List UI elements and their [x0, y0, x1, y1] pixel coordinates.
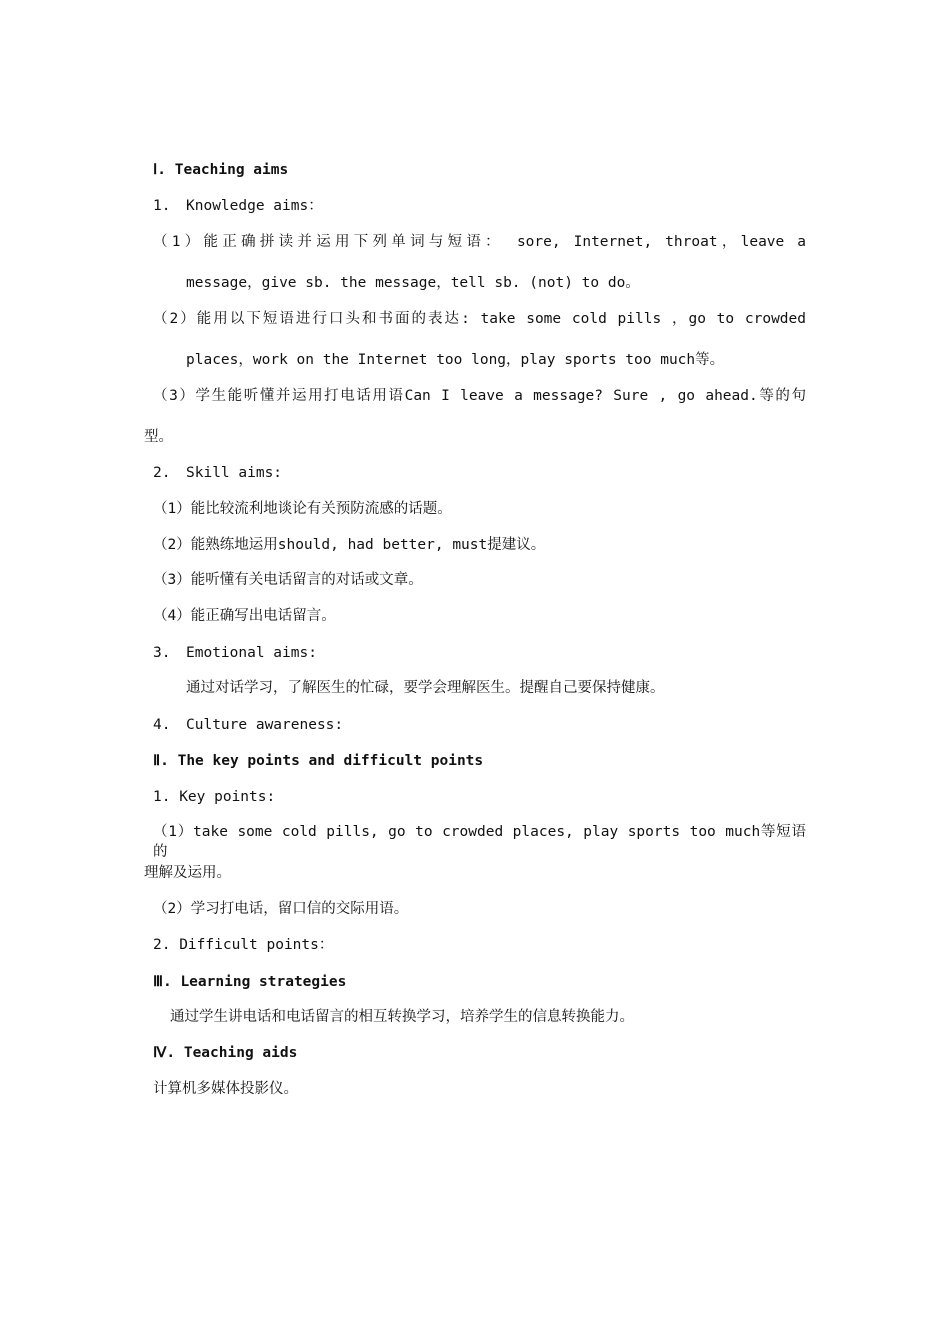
- skill-aim-3: （3）能听懂有关电话留言的对话或文章。: [153, 572, 423, 588]
- emotional-aim-text: 通过对话学习，了解医生的忙碌，要学会理解医生。提醒自己要保持健康。: [186, 680, 665, 696]
- emotional-aims-number: 3.: [153, 645, 171, 661]
- section-heading-key-points: Ⅱ. The key points and difficult points: [153, 753, 484, 769]
- skill-aim-1: （1）能比较流利地谈论有关预防流感的话题。: [153, 501, 452, 517]
- skill-aims-number: 2.: [153, 465, 171, 481]
- section-heading-teaching-aims: Ⅰ. Teaching aims: [153, 162, 289, 178]
- knowledge-aim-2-line2: places，work on the Internet too long，play sports too much等。: [186, 352, 725, 368]
- section-heading-teaching-aids: Ⅳ. Teaching aids: [153, 1045, 298, 1061]
- key-point-1-line2: 理解及运用。: [144, 865, 231, 881]
- skill-aim-4: （4）能正确写出电话留言。: [153, 608, 336, 624]
- key-point-2: （2）学习打电话，留口信的交际用语。: [153, 901, 409, 917]
- knowledge-aims-number: 1.: [153, 198, 171, 214]
- knowledge-aim-1-line2: message，give sb. the message，tell sb. (not) to do。: [186, 275, 640, 291]
- key-points-label: 1. Key points:: [153, 789, 276, 805]
- knowledge-aims-label: Knowledge aims：: [186, 198, 323, 214]
- key-point-1-line1: （1）take some cold pills, go to crowded places, play sports too much等短语的: [153, 824, 806, 860]
- knowledge-aim-3-line2: 型。: [144, 429, 173, 445]
- teaching-aids-text: 计算机多媒体投影仪。: [153, 1081, 298, 1097]
- culture-awareness-number: 4.: [153, 717, 171, 733]
- knowledge-aim-2-line1: （2）能用以下短语进行口头和书面的表达: take some cold pills ，go to crowded: [153, 311, 806, 327]
- skill-aim-2: （2）能熟练地运用should, had better, must提建议。: [153, 537, 546, 553]
- section-heading-learning-strategies: Ⅲ. Learning strategies: [153, 974, 347, 990]
- knowledge-aim-3-line1: （3）学生能听懂并运用打电话用语Can I leave a message? Sure , go ahead.等的句: [153, 388, 806, 404]
- difficult-points-label: 2. Difficult points：: [153, 937, 334, 953]
- knowledge-aim-1-line1: （1）能正确拼读并运用下列单词与短语： sore, Internet, throat，leave a: [153, 234, 806, 250]
- emotional-aims-label: Emotional aims:: [186, 645, 317, 661]
- skill-aims-label: Skill aims:: [186, 465, 283, 481]
- learning-strategies-text: 通过学生讲电话和电话留言的相互转换学习，培养学生的信息转换能力。: [170, 1009, 634, 1025]
- culture-awareness-label: Culture awareness:: [186, 717, 344, 733]
